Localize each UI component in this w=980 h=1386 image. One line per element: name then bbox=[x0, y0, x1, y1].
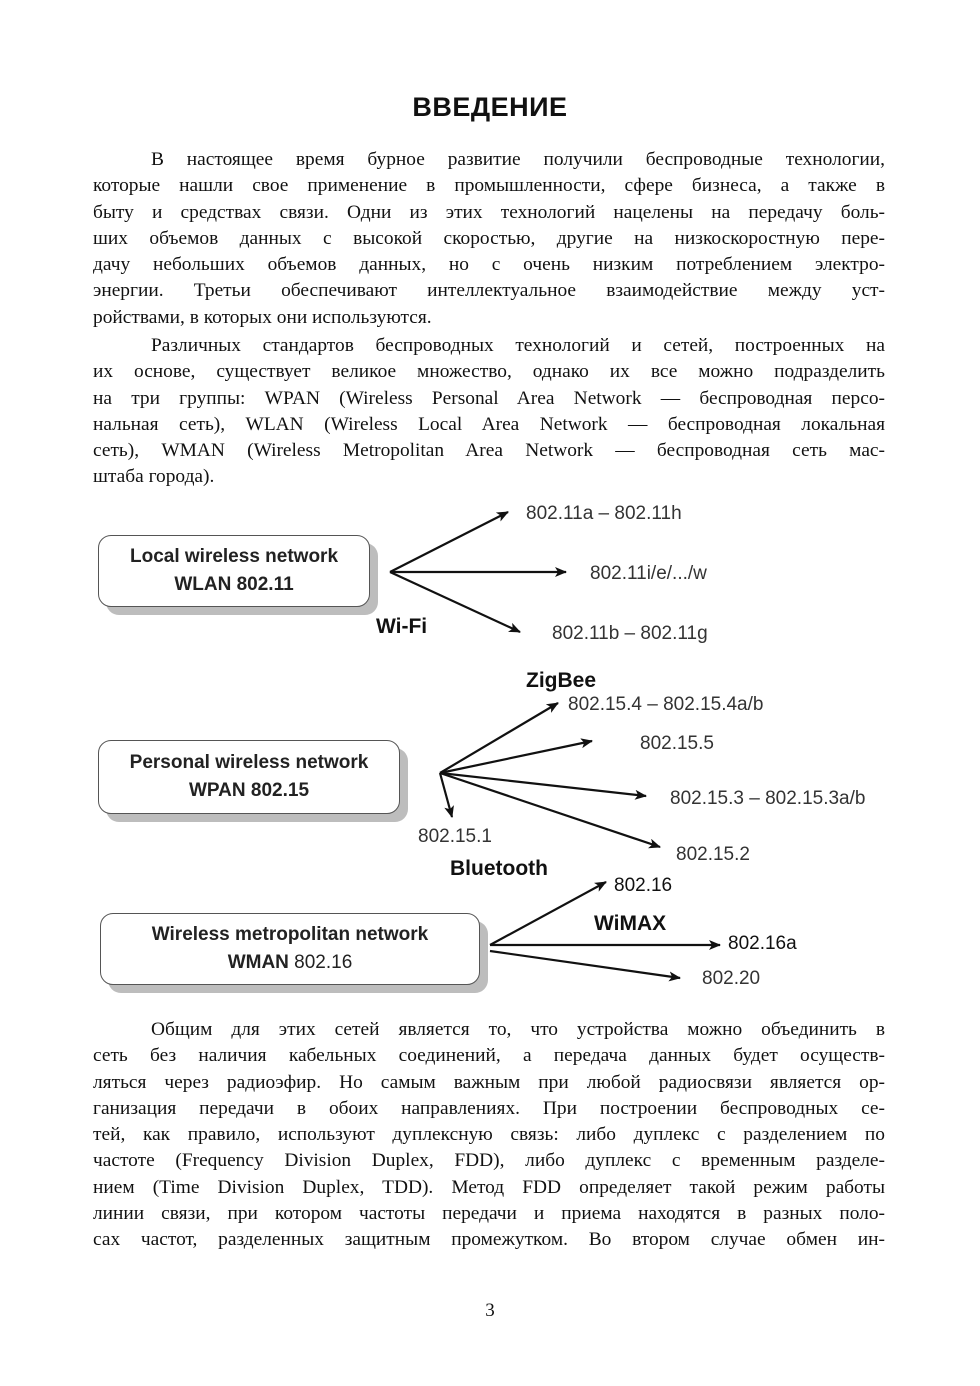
wman-target-2: 802.16a bbox=[728, 933, 797, 954]
text-line: ганизация передачи в обоих направлениях. При построении беспроводных се- bbox=[93, 1097, 885, 1119]
text-line: сеть без наличия кабельных соединений, а передача данных будет осуществ- bbox=[93, 1045, 885, 1067]
text-line: энергии. Третьи обеспечивают интеллектуальное взаимодействие между уст- bbox=[93, 280, 885, 302]
wman-box-title: Wireless metropolitan network bbox=[151, 924, 429, 945]
bluetooth-label: Bluetooth bbox=[450, 857, 548, 880]
wpan-target-1: 802.15.4 – 802.15.4a/b bbox=[568, 694, 764, 715]
page-number: 3 bbox=[485, 1300, 495, 1321]
wman-box-number: 802.16 bbox=[288, 952, 353, 973]
wman-box-standard bbox=[101, 949, 479, 977]
wman-target-3: 802.20 bbox=[702, 968, 761, 989]
text-line: ляться через радиоэфир. Но самым важным при любой радиосвязи является ор- bbox=[93, 1071, 885, 1093]
paragraph-intro bbox=[93, 147, 885, 331]
wlan-box-standard: WLAN 802.11 bbox=[174, 574, 294, 595]
wlan-box-title: Local wireless network bbox=[129, 546, 339, 567]
wpan-target-5: 802.15.1 bbox=[418, 826, 492, 847]
text-line: нием (Time Division Duplex, TDD). Метод FDD определяет такой режим работы bbox=[93, 1176, 885, 1198]
text-line: на три группы: WPAN (Wireless Personal Area Network — беспроводная персо- bbox=[93, 387, 885, 409]
text-line: линии связи, при котором частоты передачи и приема находятся в разных поло- bbox=[93, 1203, 885, 1225]
text-line: сах частот, разделенных защитным промежутком. Во втором случае обмен ин- bbox=[93, 1229, 885, 1251]
wimax-label: WiMAX bbox=[594, 912, 667, 935]
paragraph-groups bbox=[93, 333, 885, 491]
wpan-box-standard: WPAN 802.15 bbox=[188, 780, 310, 801]
wlan-box bbox=[98, 535, 370, 607]
text-line: дачу небольших объемов данных, но с очень низким потреблением электро- bbox=[93, 254, 885, 276]
wlan-target-3: 802.11b – 802.11g bbox=[552, 623, 708, 644]
wlan-target-2: 802.11i/e/.../w bbox=[590, 563, 707, 584]
text-line: быту и средствах связи. Одни из этих технологий нацелены на передачу боль- bbox=[93, 201, 885, 223]
text-line: частоте (Frequency Division Duplex, FDD), либо дуплекс с временным разделе- bbox=[93, 1150, 885, 1172]
wifi-label: Wi-Fi bbox=[376, 615, 428, 638]
wireless-networks-diagram bbox=[0, 495, 980, 1015]
wman-box bbox=[100, 913, 480, 985]
wman-box-abbr: WMAN bbox=[227, 952, 289, 973]
text-line: Различных стандартов беспроводных технологий и сетей, построенных на bbox=[151, 335, 885, 356]
text-line: сеть), WMAN (Wireless Metropolitan Area Network — беспроводная сеть мас- bbox=[93, 440, 885, 462]
wpan-box-title: Personal wireless network bbox=[129, 752, 369, 773]
text-line: нальная сеть), WLAN (Wireless Local Area Network — беспроводная локальная bbox=[93, 413, 885, 435]
text-line: ройствами, в которых они используются. bbox=[93, 306, 432, 328]
wpan-target-3: 802.15.3 – 802.15.3a/b bbox=[670, 788, 866, 809]
text-line: ших объемов данных с высокой скоростью, другие на низкоскоростную пере- bbox=[93, 227, 885, 249]
paragraph-duplex bbox=[93, 1017, 885, 1254]
wpan-box bbox=[98, 740, 400, 814]
page-title: ВВЕДЕНИЕ bbox=[412, 92, 568, 122]
text-line: Общим для этих сетей является то, что устройства можно объединить в bbox=[151, 1019, 885, 1040]
wpan-target-2: 802.15.5 bbox=[640, 733, 714, 754]
text-line: В настоящее время бурное развитие получили беспроводные технологии, bbox=[151, 149, 885, 170]
wman-target-1: 802.16 bbox=[614, 875, 673, 896]
wlan-target-1: 802.11a – 802.11h bbox=[526, 503, 682, 524]
text-line: которые нашли свое применение в промышленности, сфере бизнеса, а также в bbox=[93, 175, 885, 197]
wpan-target-4: 802.15.2 bbox=[676, 844, 750, 865]
zigbee-label: ZigBee bbox=[526, 669, 597, 692]
text-line: штаба города). bbox=[93, 466, 215, 488]
text-line: тей, как правило, используют дуплексную связь: либо дуплекс с разделением по bbox=[93, 1124, 885, 1146]
text-line: их основе, существует великое множество, однако их все можно подразделить bbox=[93, 361, 885, 383]
